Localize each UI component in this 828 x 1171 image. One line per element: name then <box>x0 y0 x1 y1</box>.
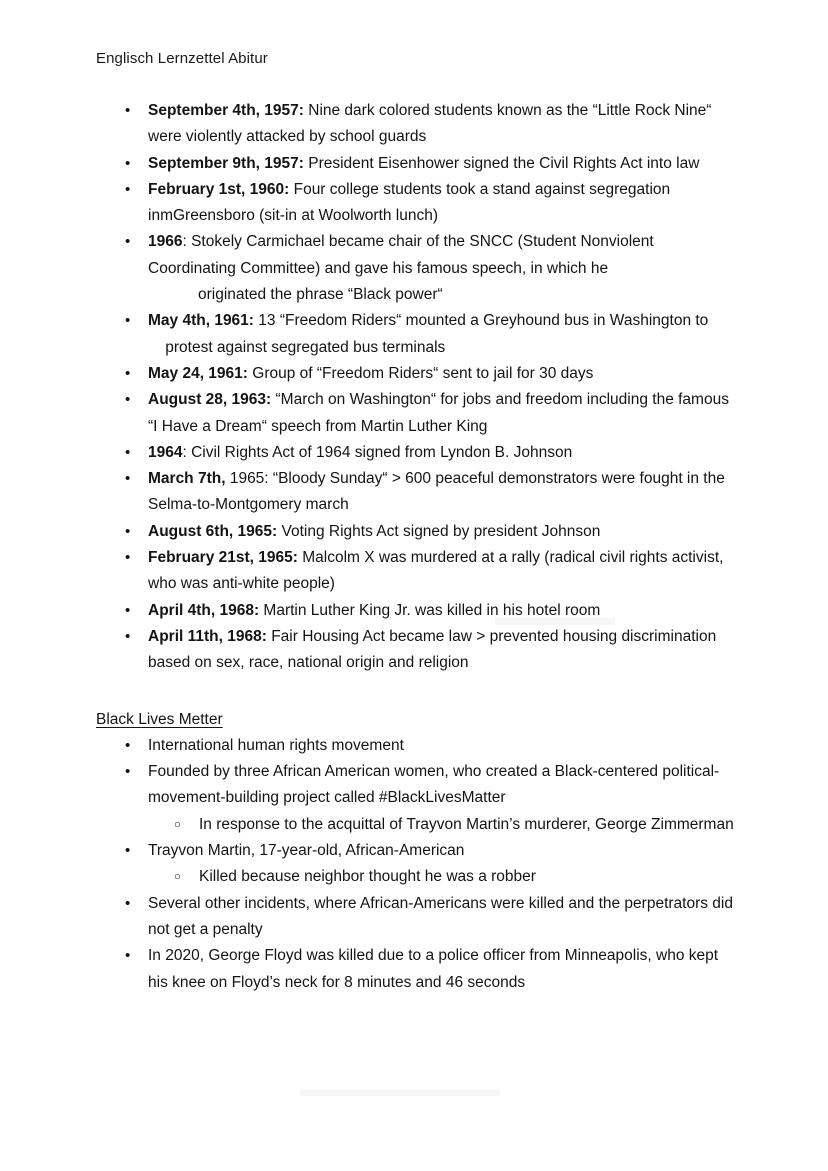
timeline-item <box>96 624 736 677</box>
blm-list-continued-2 <box>96 891 736 996</box>
timeline-item-date: 1966 <box>148 233 183 251</box>
timeline-item <box>96 545 736 598</box>
timeline-item-gap <box>148 339 165 356</box>
timeline-item-date: September 4th, 1957: <box>148 102 304 119</box>
timeline-item <box>96 598 736 624</box>
timeline-item-text: Four college students took a stand against segregation inmGreensboro (sit-in at Woolworth lunch) <box>148 180 671 225</box>
timeline-item <box>96 308 736 361</box>
timeline-item-text: Nine dark colored students known as the “Little Rock Nine“ were violently attacked by school guards <box>148 102 712 146</box>
list-item-text: In 2020, George Floyd was killed due to a police officer from Minneapolis, who kept his knee on Floyd’s neck for 8 minutes and 46 seconds <box>148 947 719 991</box>
blm-list <box>96 733 736 812</box>
timeline-item <box>96 361 736 387</box>
list-item <box>96 759 736 812</box>
timeline-item-text: Voting Rights Act signed by president Johnson <box>277 522 601 540</box>
sub-list-item <box>96 864 736 890</box>
civil-rights-timeline-list <box>96 98 736 677</box>
blm-sublist-2 <box>96 864 736 890</box>
timeline-item-text: Malcolm X was murdered at a rally (radical civil rights activist, who was anti-white people) <box>148 549 724 593</box>
timeline-item-date: September 9th, 1957: <box>148 154 304 172</box>
list-item <box>96 733 736 759</box>
scan-artifact <box>300 1090 500 1096</box>
timeline-item-date: February 1st, 1960: <box>148 180 290 198</box>
timeline-item-date: March 7th, <box>148 470 226 488</box>
blm-heading-block <box>96 707 736 733</box>
timeline-item <box>96 177 736 230</box>
blm-section-heading: Black Lives Metter <box>96 710 223 728</box>
list-item <box>96 943 736 996</box>
timeline-item-text: President Eisenhower signed the Civil Rights Act into law <box>303 154 700 172</box>
list-item <box>96 891 736 944</box>
list-item-text: Founded by three African American women, who created a Black-centered political-movement-building project called #BlackLivesMatter <box>148 763 720 807</box>
document-body <box>96 98 736 996</box>
list-item-text: Several other incidents, where African-Americans were killed and the perpetrators did not get a penalty <box>148 894 733 938</box>
timeline-item-date: August 28, 1963: <box>148 391 272 409</box>
timeline-item-date: May 24, 1961: <box>148 364 248 382</box>
timeline-item <box>96 519 736 545</box>
timeline-item-text: Fair Housing Act became law > prevented housing discrimination based on sex, race, national origin and religion <box>148 627 717 672</box>
sub-list-item-text: Killed because neighbor thought he was a robber <box>199 868 536 886</box>
timeline-item-text: Martin Luther King Jr. was killed in his hotel room <box>259 601 601 619</box>
list-item-text: International human rights movement <box>148 736 404 754</box>
timeline-item-text: Group of “Freedom Riders“ sent to jail for 30 days <box>247 364 594 382</box>
timeline-item <box>96 151 736 177</box>
timeline-item <box>96 98 736 151</box>
list-item-text: Trayvon Martin, 17-year-old, African-American <box>148 842 465 860</box>
timeline-item-text: 1965: “Bloody Sunday“ > 600 peaceful demonstrators were fought in the Selma-to-Montgomery march <box>148 470 725 514</box>
timeline-item-date: April 4th, 1968: <box>148 601 260 619</box>
blm-list-continued-1 <box>96 838 736 864</box>
document-header: Englisch Lernzettel Abitur <box>96 50 268 67</box>
timeline-item-date: February 21st, 1965: <box>148 549 298 567</box>
timeline-item-text: : Civil Rights Act of 1964 signed from Lyndon B. Johnson <box>182 443 573 461</box>
timeline-item-text-continued: protest against segregated bus terminals <box>165 338 446 356</box>
timeline-item-date: May 4th, 1961: <box>148 312 254 330</box>
timeline-item-text: : Stokely Carmichael became chair of the SNCC (Student Nonviolent Coordinating Committee) and gave his famous speech, in which he <box>148 233 654 277</box>
timeline-item <box>96 466 736 519</box>
timeline-item-text: “March on Washington“ for jobs and freedom including the famous “I Have a Dream“ speech from Martin Luther King <box>148 391 729 435</box>
timeline-item-text: 13 “Freedom Riders“ mounted a Greyhound bus in Washington to <box>253 312 709 330</box>
timeline-item <box>96 440 736 466</box>
timeline-item-date: August 6th, 1965: <box>148 522 278 540</box>
timeline-item <box>96 387 736 440</box>
timeline-item-date: April 11th, 1968: <box>148 627 267 645</box>
timeline-item <box>96 229 736 308</box>
timeline-item-indented-tail: originated the phrase “Black power“ <box>198 286 443 304</box>
section-spacer <box>96 677 736 707</box>
blm-sublist-1 <box>96 812 736 838</box>
timeline-item-date: 1964 <box>148 443 183 461</box>
sub-list-item-text: In response to the acquittal of Trayvon Martin’s murderer, George Zimmerman <box>199 815 734 833</box>
list-item <box>96 838 736 864</box>
sub-list-item <box>96 812 736 838</box>
